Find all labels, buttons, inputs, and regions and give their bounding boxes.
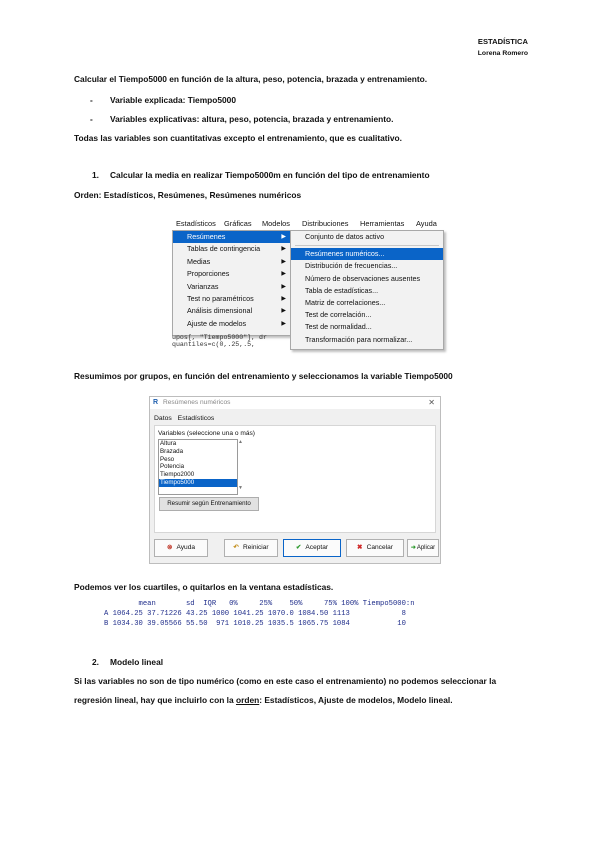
section-number: 1. [92,170,99,180]
code-line: upos[, "Tiempo5000"], dr [172,334,267,341]
quartiles-text: Podemos ver los cuartiles, o quitarlos en la ventana estadísticas. [74,582,334,592]
list-item[interactable]: Peso [160,455,175,463]
submenu-arrow-icon: ▶ [281,320,286,327]
menu-item-proporciones[interactable] [173,268,291,280]
tab-estadisticos[interactable]: Estadísticos [177,415,215,422]
list-item[interactable]: Altura [160,440,177,447]
section2-text-line2 [74,695,453,705]
submenu-arrow-icon: ▶ [281,271,286,278]
menu-item-label: Proporciones [187,269,230,279]
submenu-arrow-icon: ▶ [281,308,286,315]
checkmark-icon: ✔ [295,544,302,551]
cancel-button-label: Cancelar [366,544,393,551]
tab-datos[interactable]: Datos [154,415,172,422]
reset-button[interactable] [224,539,278,557]
grouping-text: Resumimos por grupos, en función del entrenamiento y seleccionamos la variable Tiempo5000 [74,371,453,381]
list-item[interactable]: Tiempo2000 [160,471,195,479]
group-by-button[interactable]: Resumir según Entrenamiento [159,497,259,511]
bullet-dash: - [90,114,93,124]
estadisticos-dropdown [172,230,292,336]
menu-item-label: Tablas de contingencia [187,244,261,254]
help-button[interactable] [154,539,208,557]
menu-item-tablas-contingencia[interactable] [173,243,291,255]
code-line: quantiles=c(0,.25,.5, [172,341,256,348]
resumenes-submenu [290,230,444,350]
order-link: orden [235,695,260,705]
document-title: ESTADÍSTICA [477,37,528,46]
submenu-arrow-icon: ▶ [281,295,286,302]
bullet-explanatory-variables: Variables explicativas: altura, peso, potencia, brazada y entrenamiento. [110,114,394,124]
submenu-arrow-icon: ▶ [281,283,286,290]
menu-item-label: Varianzas [187,281,219,291]
submenu-item-conjunto-datos[interactable]: Conjunto de datos activo [305,232,385,241]
submenu-item-tabla-estadisticas[interactable]: Tabla de estadísticas... [305,285,379,295]
menu-estadisticos[interactable]: Estadísticos [176,219,216,228]
scroll-down-icon[interactable]: ▼ [238,485,243,491]
apply-button-label: Aplicar [416,545,436,551]
cancel-x-icon: ✖ [357,544,363,551]
text-segment: regresión lineal, hay que incluirlo con la [74,695,236,705]
objective-text: Calcular el Tiempo5000 en función de la altura, peso, potencia, brazada y entrenamiento. [74,74,428,84]
bullet-dash: - [90,95,93,105]
menu-item-medias[interactable] [173,256,291,268]
variables-label: Variables (seleccione una o más) [158,430,255,437]
ok-button-label: Aceptar [305,544,329,551]
datos-panel [154,425,436,533]
submenu-arrow-icon: ▶ [281,258,286,265]
submenu-item-observaciones-ausentes[interactable]: Número de observaciones ausentes [305,273,421,283]
close-icon[interactable]: ✕ [428,398,435,407]
menu-item-label: Ajuste de modelos [187,318,247,328]
order-text: Orden: Estadísticos, Resúmenes, Resúmenes numéricos [74,190,302,200]
list-item[interactable]: Brazada [160,447,184,455]
list-item[interactable]: Potencia [160,463,185,471]
menu-item-label: Medias [187,256,211,266]
ok-button[interactable] [283,539,341,557]
reset-arrow-icon: ↶ [233,544,239,551]
menu-item-resumenes[interactable] [173,231,291,243]
submenu-item-resumenes-numericos[interactable]: Resúmenes numéricos... [291,248,443,260]
scroll-up-icon[interactable]: ▲ [238,439,243,445]
section-title: Modelo lineal [110,657,164,667]
bullet-explained-variable: Variable explicada: Tiempo5000 [110,95,237,105]
cancel-button[interactable] [346,539,404,557]
reset-button-label: Reiniciar [242,544,269,551]
rcommander-menu-screenshot [172,216,442,350]
dialog-tabs [154,415,218,422]
menu-graficas[interactable]: Gráficas [224,219,252,228]
submenu-item-test-correlacion[interactable]: Test de correlación... [305,310,372,320]
variables-note: Todas las variables son cuantitativas excepto el entrenamiento, que es cualitativo. [74,133,402,143]
menu-herramientas[interactable]: Herramientas [360,219,405,228]
help-button-label: Ayuda [176,544,196,551]
submenu-arrow-icon: ▶ [281,246,286,253]
menu-item-ajuste-modelos[interactable] [173,318,291,330]
help-lifebuoy-icon: ⊗ [166,544,173,551]
apply-button[interactable] [407,539,439,557]
list-item-selected[interactable]: Tiempo5000 [159,479,237,487]
submenu-item-matriz-correlaciones[interactable]: Matriz de correlaciones... [305,297,386,307]
menu-item-label: Test no paramétricos [187,293,254,303]
document-author: Lorena Romero [477,50,528,57]
submenu-item-distribucion-frecuencias[interactable]: Distribución de frecuencias... [305,261,398,271]
menu-bar [172,216,442,230]
dialog-title: Resúmenes numéricos [163,399,231,406]
r-logo-icon: R [153,399,159,406]
background-code [172,334,290,350]
menu-item-test-no-parametricos[interactable] [173,293,291,305]
variables-listbox[interactable] [158,439,238,495]
menu-modelos[interactable]: Modelos [262,219,290,228]
menu-item-label: Resúmenes [187,232,226,241]
list-scrollbar[interactable] [237,439,245,493]
section2-text-line1: Si las variables no son de tipo numérico (como en este caso el entrenamiento) no podemos seleccionar la [74,676,497,686]
menu-ayuda[interactable]: Ayuda [416,219,437,228]
r-output [104,599,415,629]
menu-distribuciones[interactable]: Distribuciones [302,219,349,228]
menu-item-label: Análisis dimensional [187,306,253,316]
submenu-item-test-normalidad[interactable]: Test de normalidad... [305,322,372,332]
menu-item-varianzas[interactable] [173,281,291,293]
submenu-item-transformacion[interactable]: Transformación para normalizar... [305,334,413,344]
apply-arrow-icon: ➜ [410,545,416,551]
r-output-row-a: A 1064.25 37.71226 43.25 1000 1041.25 1070.0 1084.50 1113 8 [104,610,406,618]
text-segment: : Estadísticos, Ajuste de modelos, Modelo lineal. [259,695,453,705]
numeric-summaries-dialog [149,396,441,564]
dialog-titlebar [150,397,440,409]
r-output-header: mean sd IQR 0% 25% 50% 75% 100% Tiempo5000:n [104,600,415,608]
menu-separator [295,245,439,246]
r-output-row-b: B 1034.30 39.05566 55.50 971 1010.25 1035.5 1065.75 1084 10 [104,620,406,628]
section-number: 2. [92,657,99,667]
menu-item-analisis-dimensional[interactable] [173,305,291,317]
section-title: Calcular la media en realizar Tiempo5000m en función del tipo de entrenamiento [110,170,430,180]
submenu-arrow-icon: ▶ [281,234,286,240]
